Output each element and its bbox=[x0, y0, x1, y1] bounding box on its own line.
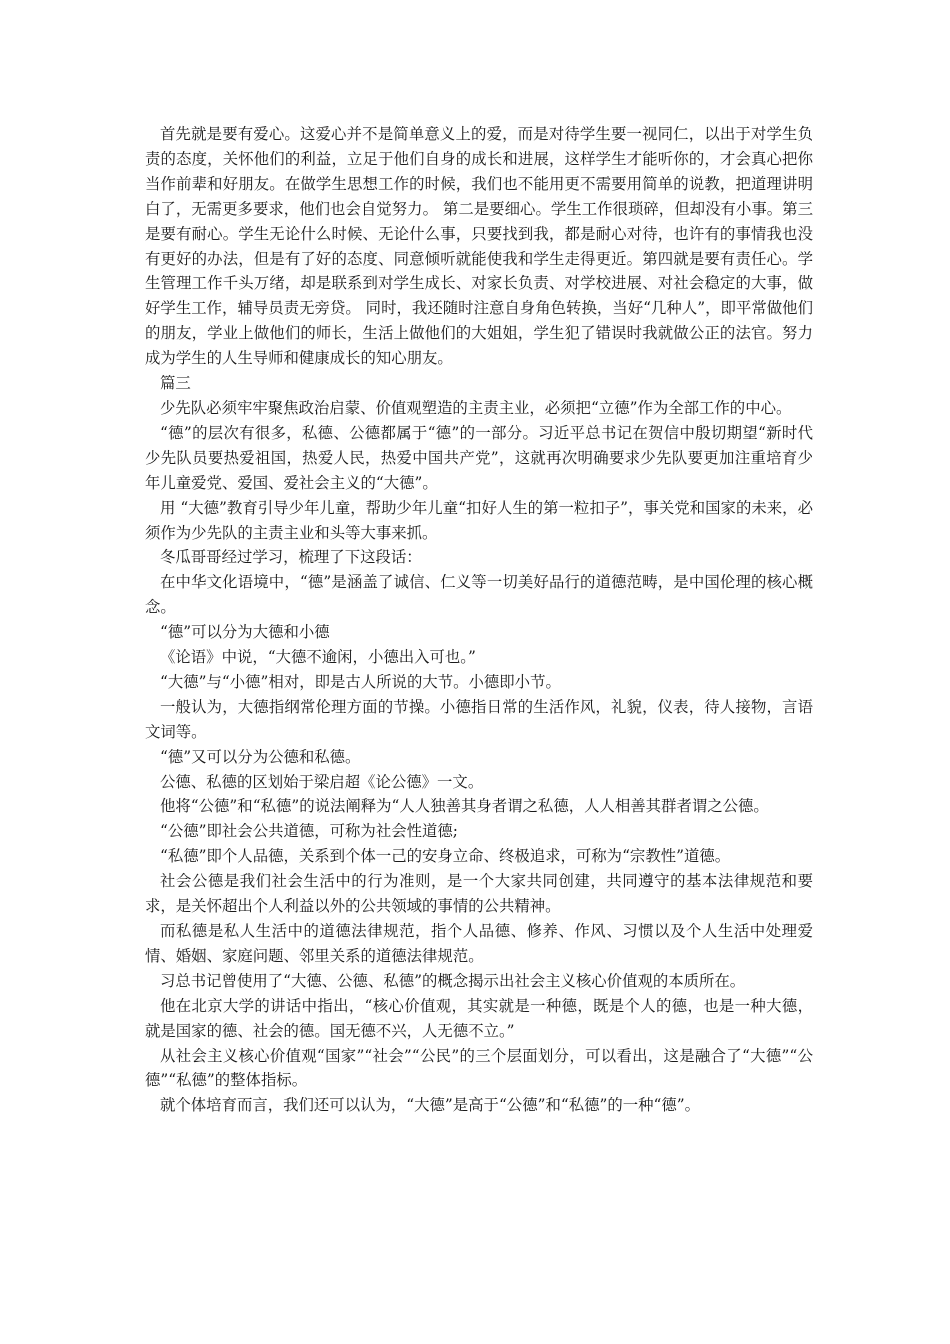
paragraph-great-small-virtue: “德”可以分为大德和小德 bbox=[160, 623, 330, 642]
paragraph-private-virtue-definition: “私德”即个人品德，关系到个体一己的安身立命、终极追求，可称为“宗教性”道德。 bbox=[160, 847, 731, 866]
section-heading-part-three: 篇三 bbox=[160, 374, 191, 393]
paragraph-individual-cultivation: 就个体培育而言，我们还可以认为，“大德”是高于“公德”和“私德”的一种“德”。 bbox=[160, 1096, 701, 1115]
paragraph-peking-university-speech: 他在北京大学的讲话中指出，“核心价值观，其实就是一种德，既是个人的德，也是一种大德，就是国家的德、社会的德。国无德不兴，人无德不立。” bbox=[145, 996, 813, 1040]
paragraph-love-care-responsibility: 首先就是要有爱心。这爱心并不是简单意义上的爱，而是对待学生要一视同仁，以出于对学生负责的态度，关怀他们的利益，立足于他们自身的成长和进展，这样学生才能听你的，才会真心把你当作前辈和好朋友。在做学生思想工作的时候，我们也不能用更不需要用简单的说教，把道理讲明白了，无需更多要求，他们也会自觉努力。 第二是要细心。学生工作很琐碎，但却没有小事。第三是要有耐心。学生无论什么时候、无论什么事，只要找到我，都是耐心对待，也许有的事情我也没有更好的办法，但是有了好的态度、同意倾听就能使我和学生走得更近。第四就是要有责任心。学生管理工作千头万绪，却是联系到对学生成长、对家长负责、对学校进展、对社会稳定的大事，做好学生工作，辅导员责无旁贷。 同时，我还随时注意自身角色转换，当好“几种人”，即平常做他们的朋友，学业上做他们的师长，生活上做他们的大姐姐，学生犯了错误时我就做公正的法官。努力成为学生的人生导师和健康成长的知心朋友。 bbox=[145, 125, 813, 368]
paragraph-core-values-levels: 从社会主义核心价值观“国家”“社会”“公民”的三个层面划分，可以看出，这是融合了“大德”“公德”“私德”的整体指标。 bbox=[145, 1046, 813, 1090]
paragraph-public-virtue-definition: “公德”即社会公共道德，可称为社会性道德; bbox=[160, 822, 458, 841]
paragraph-xi-concepts: 习总书记曾使用了“大德、公德、私德”的概念揭示出社会主义核心价值观的本质所在。 bbox=[160, 971, 746, 990]
paragraph-liang-qichao-origin: 公德、私德的区划始于梁启超《论公德》一文。 bbox=[160, 772, 484, 791]
paragraph-liang-definition: 他将“公德”和“私德”的说法阐释为“人人独善其身者谓之私德，人人相善其群者谓之公德。 bbox=[160, 797, 769, 816]
paragraph-great-vs-small: “大德”与“小德”相对，即是古人所说的大节。小德即小节。 bbox=[160, 672, 561, 691]
paragraph-great-virtue-education: 用 “大德”教育引导少年儿童，帮助少年儿童“扣好人生的第一粒扣子”，事关党和国家的未来，必须作为少先队的主责主业和头等大事来抓。 bbox=[145, 498, 813, 542]
paragraph-social-public-virtue: 社会公德是我们社会生活中的行为准则，是一个大家共同创建，共同遵守的基本法律规范和要求，是关怀超出个人利益以外的公共领域的事情的公共精神。 bbox=[145, 872, 813, 916]
paragraph-young-pioneers-mission: 少先队必须牢牢聚焦政治启蒙、价值观塑造的主责主业，必须把“立德”作为全部工作的中心。 bbox=[160, 398, 792, 417]
paragraph-virtue-concept: 在中华文化语境中，“德”是涵盖了诚信、仁义等一切美好品行的道德范畴，是中国伦理的核心概念。 bbox=[145, 573, 813, 617]
paragraph-general-view: 一般认为，大德指纲常伦理方面的节操。小德指日常的生活作风，礼貌，仪表，待人接物，言语文词等。 bbox=[145, 697, 813, 741]
paragraph-public-private-virtue: “德”又可以分为公德和私德。 bbox=[160, 747, 361, 766]
paragraph-summary-intro: 冬瓜哥哥经过学习，梳理了下这段话： bbox=[160, 548, 422, 567]
paragraph-levels-of-virtue: “德”的层次有很多，私德、公德都属于“德”的一部分。习近平总书记在贺信中殷切期望“新时代少先队员要热爱祖国，热爱人民，热爱中国共产党”，这就再次明确要求少先队要更加注重培育少年儿童爱党、爱国、爱社会主义的“大德”。 bbox=[145, 423, 813, 492]
document-page bbox=[145, 122, 813, 1118]
paragraph-private-virtue-norms: 而私德是私人生活中的道德法律规范，指个人品德、修养、作风、习惯以及个人生活中处理爱情、婚姻、家庭问题、邻里关系的道德法律规范。 bbox=[145, 922, 813, 965]
paragraph-analects-quote: 《论语》中说，“大德不逾闲，小德出入可也。” bbox=[160, 648, 476, 667]
